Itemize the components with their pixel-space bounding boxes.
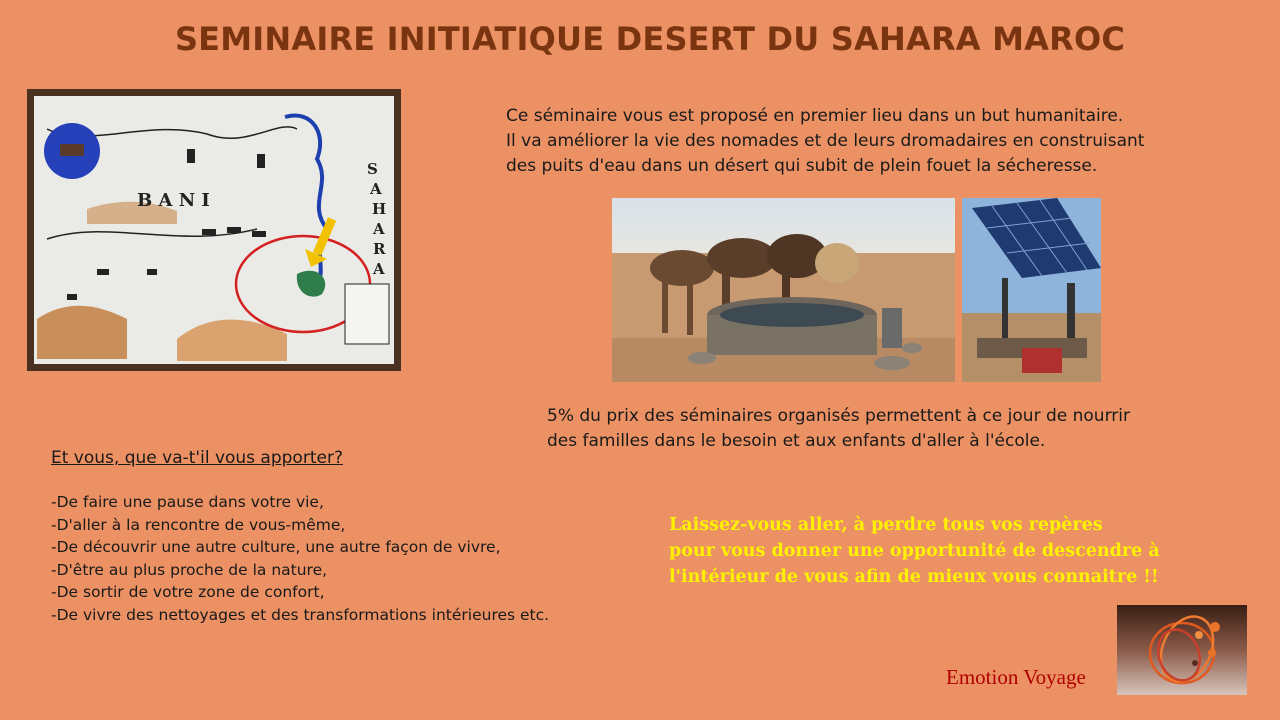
quote-line: pour vous donner une opportunité de descendre à <box>669 541 1160 561</box>
intro-line: Ce séminaire vous est proposé en premier lieu dans un but humanitaire. <box>506 106 1124 126</box>
map-letter: H <box>372 200 387 218</box>
list-item: -D'être au plus proche de la nature, <box>51 560 328 579</box>
list-item: -De sortir de votre zone de confort, <box>51 583 325 601</box>
intro-line: Il va améliorer la vie des nomades et de leurs dromadaires en construisant <box>506 131 1145 151</box>
emotion-voyage-logo <box>1117 605 1247 695</box>
benefits-heading: Et vous, que va-t'il vous apporter? <box>51 448 343 468</box>
intro-line: des puits d'eau dans un désert qui subit de plein fouet la sécheresse. <box>506 156 1098 176</box>
donation-line: des familles dans le besoin et aux enfants d'aller à l'école. <box>547 431 1046 451</box>
intro-paragraph <box>506 104 1226 179</box>
donation-line: 5% du prix des séminaires organisés permettent à ce jour de nourrir <box>547 406 1130 426</box>
list-item: -De faire une pause dans votre vie, <box>51 493 324 511</box>
sahara-map-image <box>27 89 401 371</box>
map-letter: S <box>367 160 378 178</box>
quote-line: Laissez-vous aller, à perdre tous vos repères <box>669 515 1103 535</box>
list-item: -De découvrir une autre culture, une autre façon de vivre, <box>51 538 501 556</box>
map-label-bani: B A N I <box>137 190 210 211</box>
quote-line: l'intérieur de vous afin de mieux vous connaitre !! <box>669 567 1159 587</box>
donation-paragraph <box>547 404 1247 454</box>
page-title: SEMINAIRE INITIATIQUE DESERT DU SAHARA MAROC <box>174 20 1126 58</box>
map-letter: A <box>370 180 382 198</box>
map-letter: A <box>373 220 385 238</box>
camels-well-photo <box>612 198 955 382</box>
list-item: -D'aller à la rencontre de vous-même, <box>51 515 346 534</box>
brand-name: Emotion Voyage <box>946 665 1086 689</box>
invitation-quote <box>669 512 1269 590</box>
list-item: -De vivre des nettoyages et des transformations intérieures etc. <box>51 605 550 624</box>
map-letter: R <box>373 240 386 258</box>
benefits-list <box>51 491 549 626</box>
solar-panel-photo <box>962 198 1101 382</box>
map-letter: A <box>373 260 385 278</box>
